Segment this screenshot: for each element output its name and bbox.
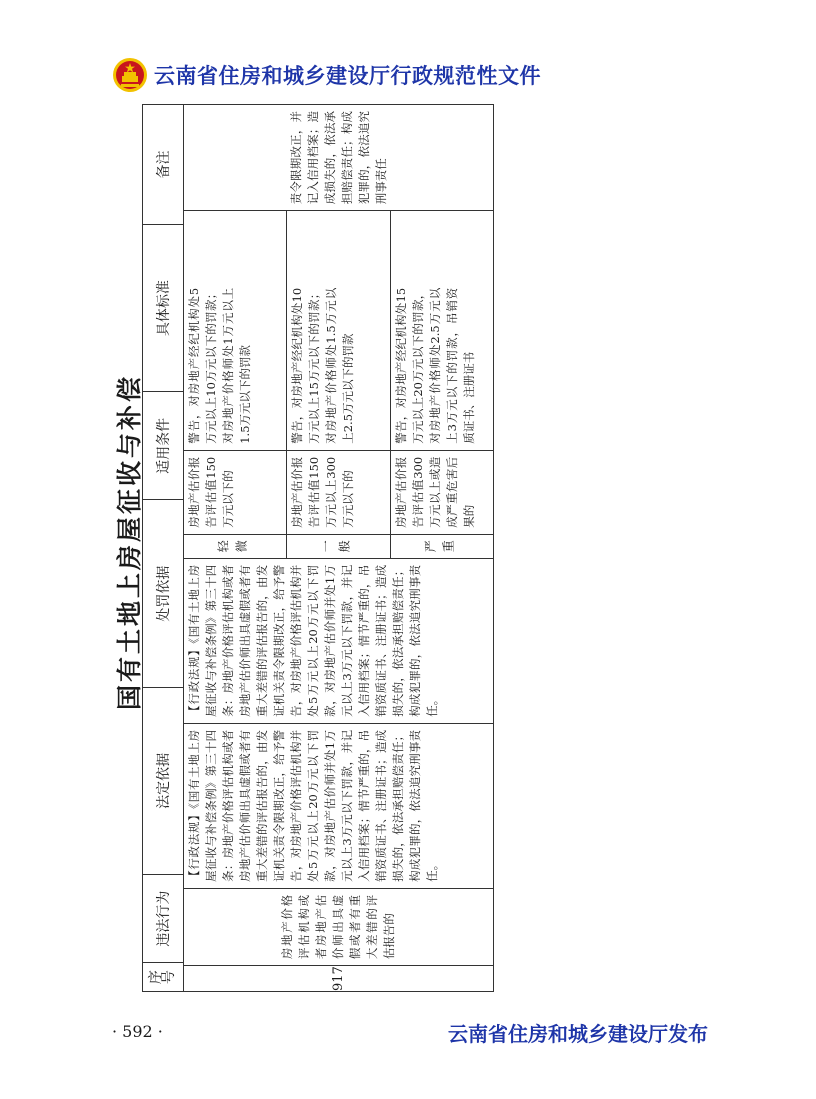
condition-text: 房地产估价报告评估值150万元以下的 — [184, 450, 286, 534]
remarks-text: 责令限期改正，并记入信用档案；造成损失的，依法承担赔偿责任；构成犯罪的，依法追究刑事责任 — [288, 111, 388, 205]
rotated-content — [110, 102, 500, 992]
national-emblem-icon — [112, 57, 148, 93]
condition-text: 房地产估价报告评估值300万元以上或造成严重危害后果的 — [391, 450, 493, 534]
level-subrows — [184, 210, 493, 558]
cell-remarks — [184, 105, 493, 210]
standard-text: 警告，对房地产经纪机构处15万元以上20万元以下的罚款，对房地产价格师处2.5万元以上3万元以下的罚款，吊销资质证书、注册证书 — [393, 287, 476, 444]
level-label: 严重 — [391, 534, 493, 558]
penalty-basis-text: 【行政法规】《国有土地上房屋征收与补偿条例》第三十四条：房地产价格评估机构或者房地产估价师出具虚假或者有重大差错的评估报告的，由发证机关责令限期改正，给予警告，对房地产价格评估机构并处5万元以上20万元以下罚款，对房地产估价师并处1万元以上3万元以下罚款，并记入信用档案；情节严重的，吊销资质证书、注册证书；造成损失的，依法承担赔偿责任；构成犯罪的，依法追究刑事责任。 — [187, 564, 439, 717]
publisher-footer: 云南省住房和城乡建设厅发布 — [448, 1022, 708, 1046]
cell-legal-basis — [184, 723, 493, 888]
header-condition: 适用条件 — [143, 391, 183, 499]
level-label: 轻微 — [184, 534, 286, 558]
standard-text: 警告，对房地产经纪机构处10万元以上15万元以下的罚款；对房地产价格师处1.5万元以上2.5万元以下的罚款 — [290, 287, 356, 444]
section-title: 国有土地上房屋征收与补偿 — [115, 374, 144, 711]
penalty-table — [142, 104, 494, 992]
table-header-row — [143, 105, 184, 991]
document-title: 云南省住房和城乡建设厅行政规范性文件 — [154, 64, 541, 88]
cell-seq: 917 — [184, 965, 493, 991]
header-remarks: 备注 — [156, 150, 172, 179]
page-header — [112, 55, 541, 95]
level-label: 一般 — [287, 534, 389, 558]
legal-basis-text: 【行政法规】《国有土地上房屋征收与补偿条例》第三十四条：房地产价格评估机构或者房地产估价师出具虚假或者有重大差错的评估报告的，由发证机关责令限期改正，给予警告，对房地产价格评估机构并处5万元以上20万元以下罚款，对房地产估价师并处1万元以上3万元以下罚款，并记入信用档案；情节严重的，吊销资质证书、注册证书；造成损失的，依法承担赔偿责任；构成犯罪的，依法追究刑事责任。 — [187, 729, 439, 882]
header-penalty-basis: 处罚依据 — [143, 499, 183, 686]
level-row-minor — [184, 211, 287, 558]
cell-penalty-basis — [184, 558, 493, 723]
header-violation: 违法行为 — [143, 874, 183, 962]
standard-text: 警告，对房地产经纪机构处5万元以上10万元以下的罚款；对房地产价格师处1万元以上1.5万元以下的罚款 — [187, 287, 252, 444]
header-legal-basis: 法定依据 — [143, 687, 183, 874]
level-row-serious — [391, 211, 493, 558]
header-standard: 具体标准 — [143, 224, 183, 391]
violation-text: 房地产价格评估机构或者房地产估价师出具虚假或者有重大差错的评估报告的 — [280, 894, 396, 960]
page-number: · 592 · — [112, 1022, 163, 1041]
cell-violation — [184, 888, 493, 965]
header-seq: 序号 — [143, 962, 183, 991]
level-row-general — [287, 211, 390, 558]
table-row — [184, 105, 493, 991]
condition-text: 房地产估价报告评估值150万元以上300万元以下的 — [287, 450, 389, 534]
